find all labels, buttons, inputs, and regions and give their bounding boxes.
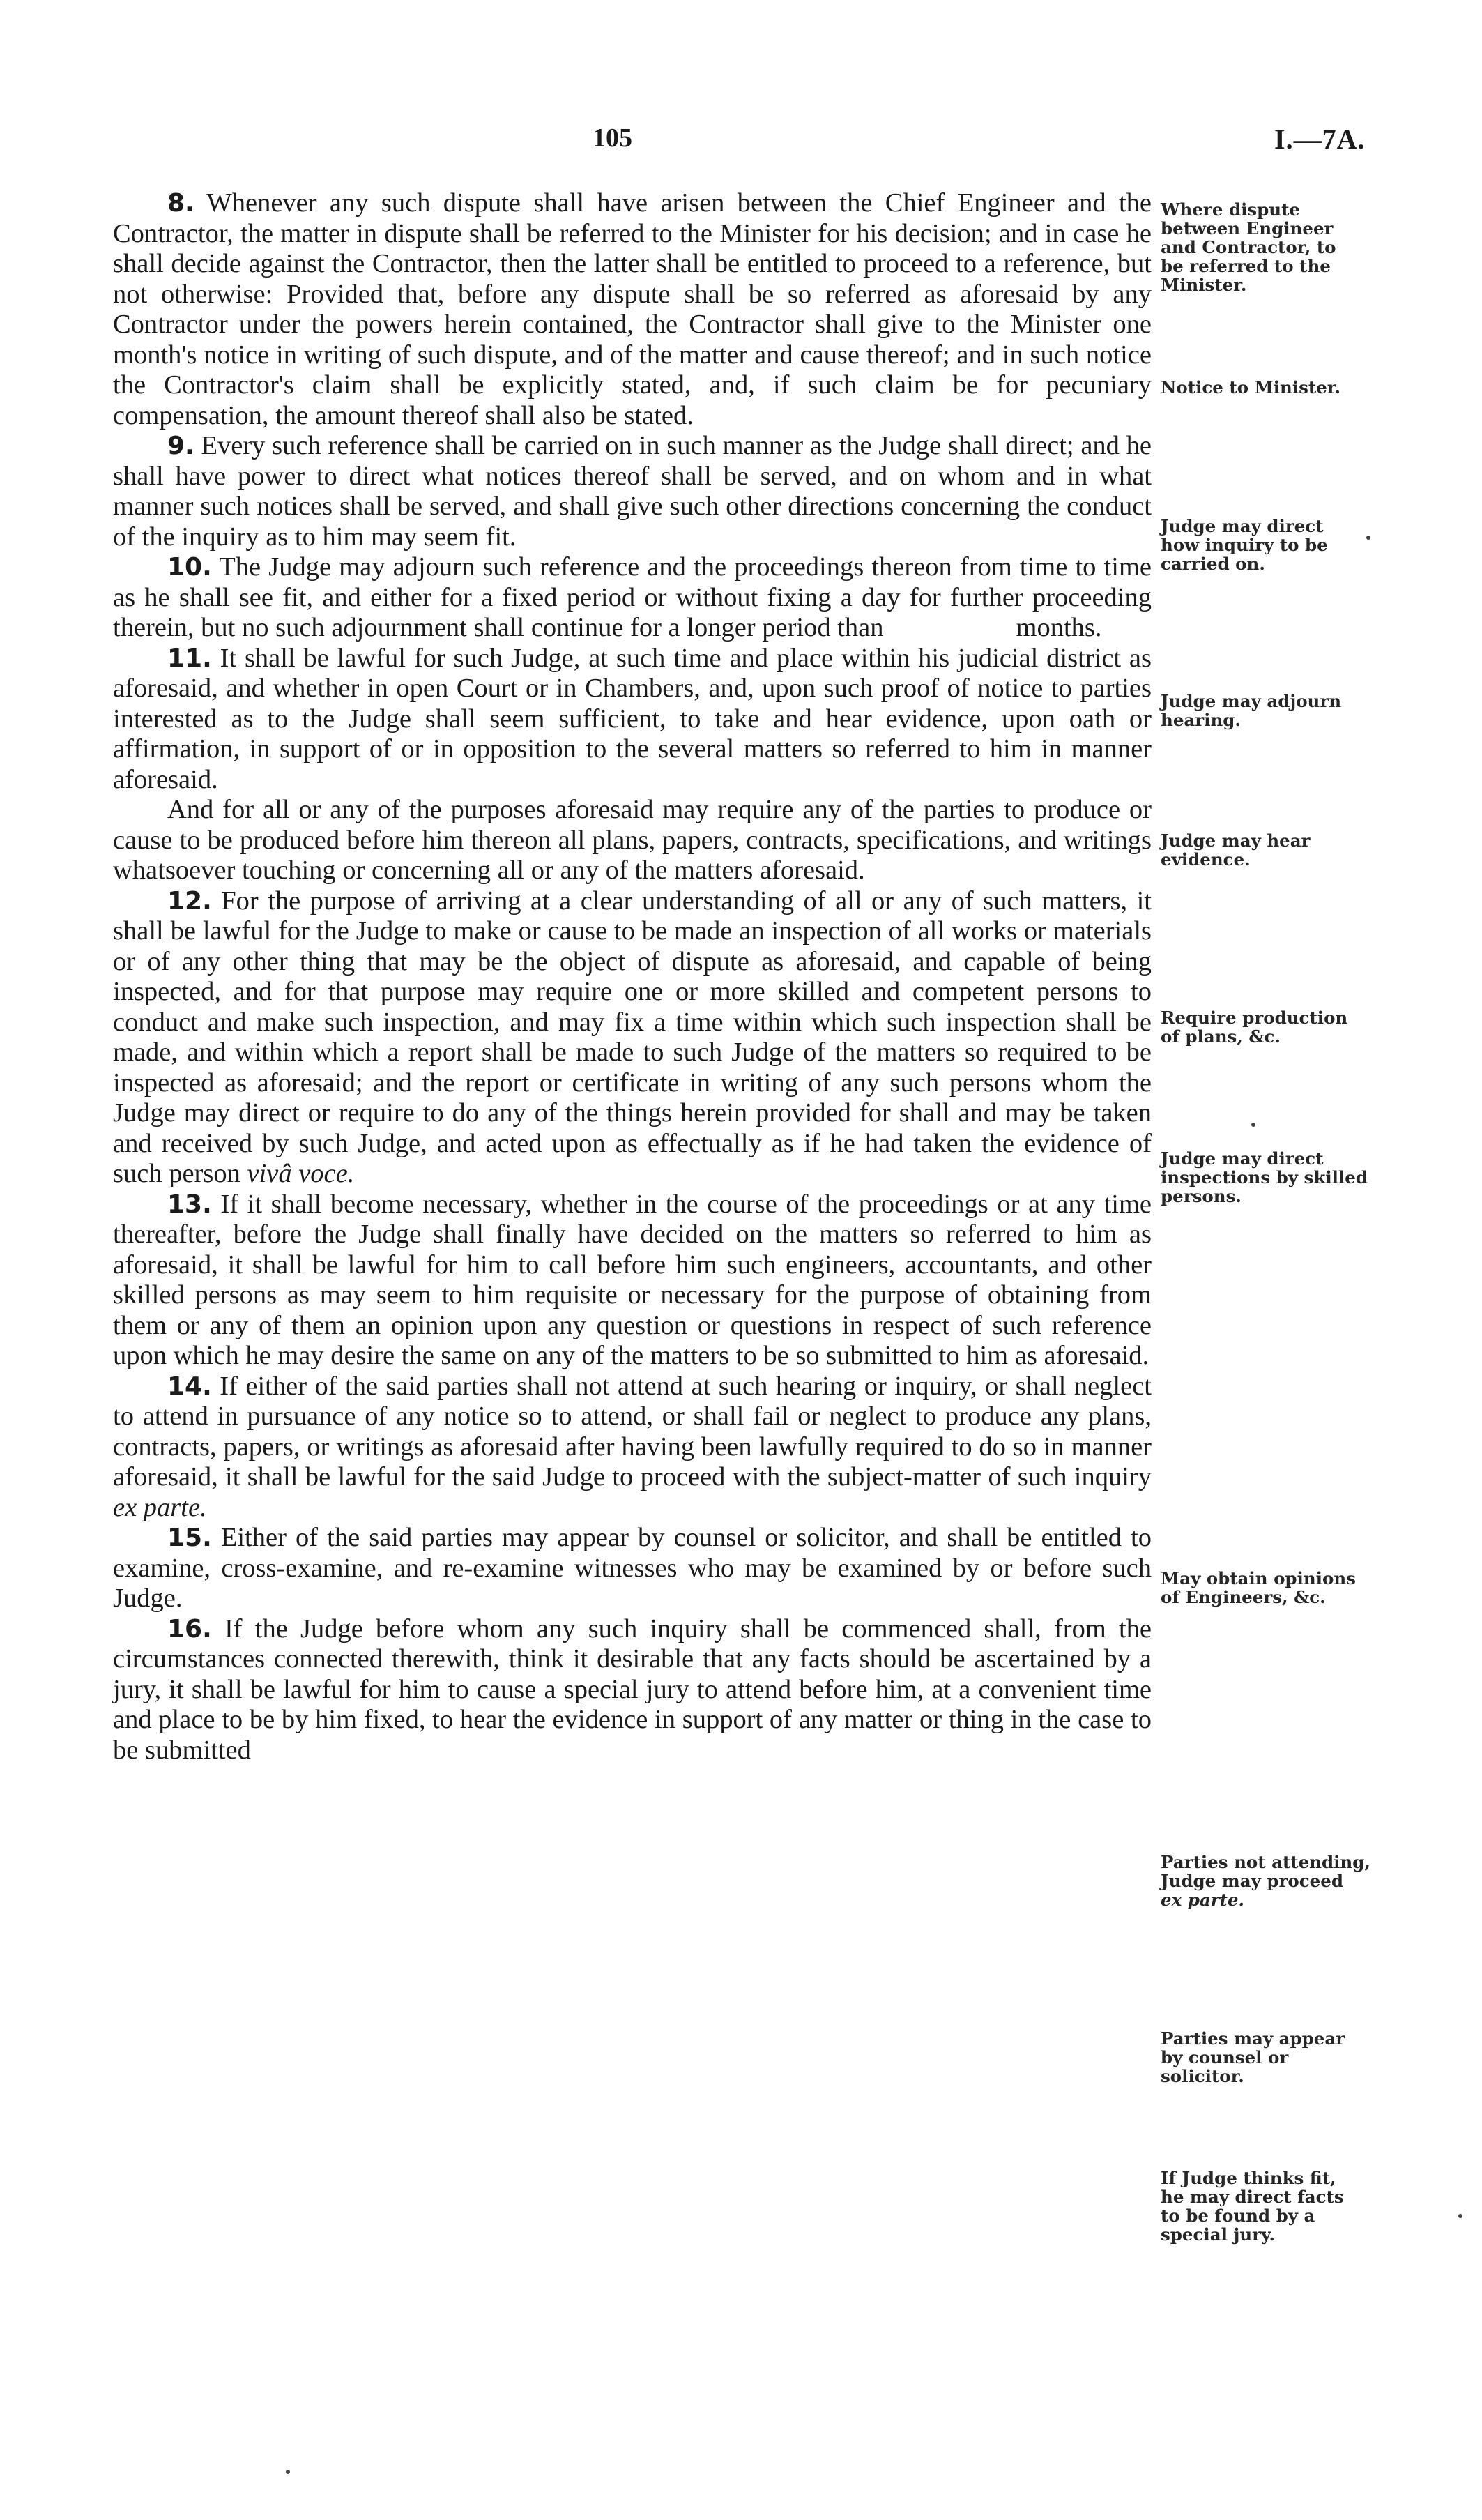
section-text: It shall be lawful for such Judge, at such time and place within his judicial district as aforesaid, and whether in open Court or in Chambers, and, upon such proof of notice to parties interested as to the Judge shall seem sufficient, to take and hear evidence, upon oath or affirmation, in support of or in opposition to the several matters so referred to him in manner aforesaid.: [113, 643, 1152, 794]
note-line: he may direct facts: [1161, 2187, 1344, 2207]
print-speck: [286, 2470, 290, 2474]
marginal-note: [1161, 378, 1370, 397]
section-11: [113, 644, 1152, 796]
marginal-note: [1161, 831, 1370, 869]
section-text: Whenever any such dispute shall have arisen between the Chief Engineer and the Contractor, the matter in dispute shall be referred to the Minister for his decision; and in case he shall decide against the Contractor, then the latter shall be entitled to proceed to a reference, but not otherwise: Provided that, before any dispute shall be so referred as aforesaid by any Contractor under the powers herein contained, the Contractor shall give to the Minister one month's notice in writing of such dispute, and of the matter and cause thereof; and in such notice the Contractor's claim shall be explicitly stated, and, if such claim be for pecuniary compensation, the amount thereof shall also be stated.: [113, 188, 1152, 430]
note-line: and Contractor, to: [1161, 237, 1336, 257]
marginal-note: [1161, 2169, 1370, 2244]
marginal-note: [1161, 1853, 1370, 1909]
section-10: [113, 552, 1152, 644]
section-9: [113, 431, 1152, 552]
marginal-note: [1161, 1149, 1370, 1206]
marginal-note: [1161, 2029, 1370, 2086]
print-speck: [1366, 536, 1370, 540]
note-line: May obtain opinions: [1161, 1568, 1356, 1588]
note-line: Judge may direct: [1161, 1148, 1324, 1169]
note-line: carried on.: [1161, 554, 1265, 574]
note-line: Judge may hear: [1161, 830, 1311, 851]
note-line: Parties may appear: [1161, 2028, 1345, 2049]
note-line: between Engineer: [1161, 218, 1334, 238]
note-line: persons.: [1161, 1186, 1242, 1206]
section-number: 13.: [167, 1190, 212, 1219]
paper-code: I.—7A.: [1274, 123, 1366, 155]
section-text: Either of the said parties may appear by counsel or solicitor, and shall be entitled to examine, cross-examine, and re-examine witnesses who may be examined by or before such Judge.: [113, 1523, 1152, 1613]
note-line: of plans, &c.: [1161, 1026, 1281, 1047]
section-11-continued: [113, 795, 1152, 886]
section-number: 8.: [167, 189, 194, 218]
note-line: Require production: [1161, 1008, 1348, 1028]
section-15: [113, 1523, 1152, 1614]
section-number: 15.: [167, 1524, 212, 1552]
section-text: The Judge may adjourn such reference and the proceedings thereon from time to time as he shall see fit, and either for a fixed period or without fixing a day for further proceeding therein, but no such adjournment shall continue for a longer period than: [113, 552, 1152, 642]
section-text-tail: months.: [1016, 613, 1102, 642]
note-line: to be found by a: [1161, 2206, 1315, 2226]
note-line: Notice to Minister.: [1161, 377, 1341, 397]
section-13: [113, 1190, 1152, 1372]
print-speck: [1251, 1123, 1255, 1127]
italic-phrase: ex parte.: [113, 1492, 207, 1522]
note-line: Parties not attending,: [1161, 1852, 1370, 1872]
marginal-note: [1161, 517, 1370, 573]
marginal-note: [1161, 1569, 1370, 1607]
section-number: 16.: [167, 1614, 212, 1644]
section-number: 12.: [167, 886, 212, 916]
section-number: 9.: [167, 432, 194, 460]
note-line: hearing.: [1161, 710, 1241, 730]
marginal-notes: [1161, 0, 1370, 2520]
section-number: 14.: [167, 1372, 212, 1401]
section-text: Every such reference shall be carried on in such manner as the Judge shall direct; and he shall have power to direct what notices thereof shall be served, and on whom and in what manner such notices shall be served, and shall give such other directions concerning the conduct of the inquiry as to him may seem fit.: [113, 431, 1152, 552]
italic-phrase: vivâ voce.: [247, 1159, 355, 1188]
note-line: Where dispute: [1161, 199, 1301, 220]
note-line: If Judge thinks fit,: [1161, 2168, 1336, 2188]
note-line: ex parte.: [1161, 1890, 1245, 1910]
page-number: 105: [593, 123, 632, 153]
marginal-note: [1161, 1008, 1370, 1046]
note-line: Judge may adjourn: [1161, 691, 1342, 711]
section-12: [113, 886, 1152, 1190]
note-line: Judge may direct: [1161, 516, 1324, 536]
section-8: [113, 188, 1152, 431]
note-line: Judge may proceed: [1161, 1871, 1343, 1891]
section-16: [113, 1614, 1152, 1766]
section-number: 11.: [167, 644, 212, 673]
section-text: And for all or any of the purposes aforesaid may require any of the parties to produce or cause to be produced before him thereon all plans, papers, contracts, specifications, and writings whatsoever touching or concerning all or any of the matters aforesaid.: [113, 795, 1152, 885]
note-line: be referred to the: [1161, 256, 1331, 276]
marginal-note: [1161, 692, 1370, 729]
section-text: If the Judge before whom any such inquiry shall be commenced shall, from the circumstances connected therewith, think it desirable that any facts should be ascertained by a jury, it shall be lawful for him to cause a special jury to attend before him, at a convenient time and place to be by him fixed, to hear the evidence in support of any matter or thing in the case to be submitted: [113, 1614, 1152, 1765]
note-line: evidence.: [1161, 849, 1251, 870]
note-line: by counsel or: [1161, 2047, 1289, 2067]
note-line: Minister.: [1161, 275, 1247, 295]
note-line: of Engineers, &c.: [1161, 1587, 1326, 1607]
section-text: For the purpose of arriving at a clear understanding of all or any of such matters, it shall be lawful for the Judge to make or cause to be made an inspection of all works or materials or of any other thing that may be the object of dispute as aforesaid, and capable of being inspected, and for that purpose may require one or more skilled and competent persons to conduct and make such inspection, and may fix a time within which such inspection shall be made, and within which a report shall be made to such Judge of the matters so required to be inspected as aforesaid; and the report or certificate in writing of any such persons whom the Judge may direct or require to do any of the things herein provided for shall and may be taken and received by such Judge, and acted upon as effectually as if he had taken the evidence of such person: [113, 886, 1152, 1188]
note-line: solicitor.: [1161, 2066, 1244, 2086]
marginal-note: [1161, 200, 1370, 294]
note-line: special jury.: [1161, 2224, 1275, 2245]
note-line: how inquiry to be: [1161, 535, 1328, 555]
section-number: 10.: [167, 553, 212, 582]
section-text: If either of the said parties shall not attend at such hearing or inquiry, or shall neglect to attend in pursuance of any notice so to attend, or shall fail or neglect to produce any plans, contracts, papers, or writings as aforesaid after having been lawfully required to do so in manner aforesaid, it shall be lawful for the said Judge to proceed with the subject-matter of such inquiry: [113, 1371, 1152, 1491]
section-14: [113, 1372, 1152, 1524]
print-speck: [1458, 2214, 1462, 2218]
section-text: If it shall become necessary, whether in the course of the proceedings or at any time thereafter, before the Judge shall finally have decided on the matters so referred to him as aforesaid, it shall be lawful for him to call before him such engineers, accountants, and other skilled persons as may seem to him requisite or necessary for the purpose of obtaining from them or any of them an opinion upon any question or questions in respect of such reference upon which he may desire the same on any of the matters to be so submitted to him as aforesaid.: [113, 1189, 1152, 1370]
body-text: [113, 188, 1152, 1766]
note-line: inspections by skilled: [1161, 1167, 1368, 1187]
